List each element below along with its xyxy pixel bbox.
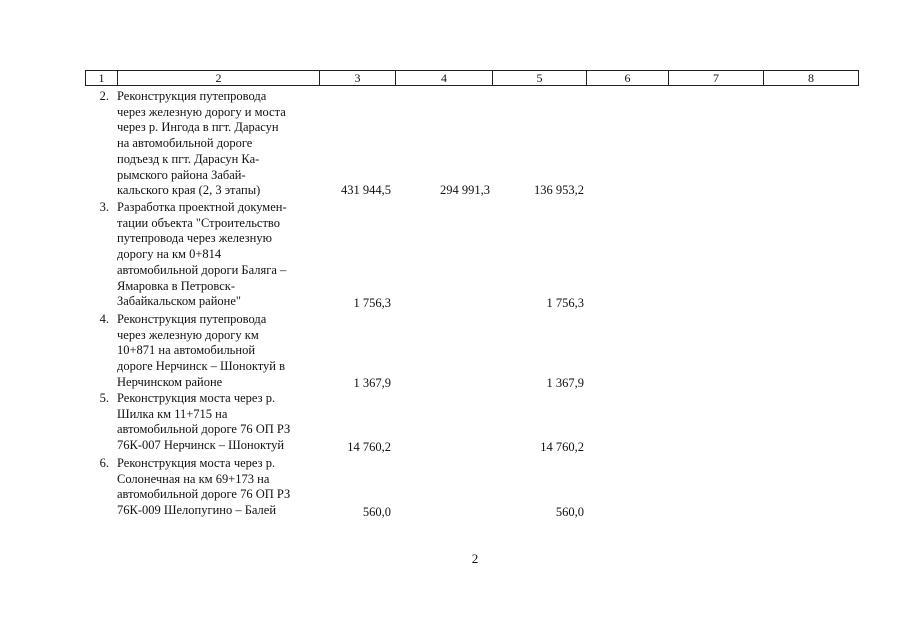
header-col-5: 5 (493, 71, 587, 86)
row-description: Реконструкция моста через р. Солонечная на км 69+173 на автомобильной дороге 76 ОП РЗ 76К-009 Шелопугино – Балей (117, 456, 291, 518)
row-number: 6. (99, 456, 109, 470)
value-col-3: 14 760,2 (347, 440, 391, 454)
header-col-4: 4 (396, 71, 493, 86)
header-row (86, 71, 859, 86)
header-col-3: 3 (320, 71, 396, 86)
value-col-3: 1 756,3 (353, 296, 391, 310)
header-col-7: 7 (669, 71, 764, 86)
value-col-5: 14 760,2 (540, 440, 584, 454)
header-col-2: 2 (118, 71, 320, 86)
row-description: Реконструкция моста через р. Шилка км 11+715 на автомобильной дороге 76 ОП РЗ 76К-007 Нерчинск – Шоноктуй (117, 391, 291, 453)
table-header (85, 70, 859, 86)
value-col-5: 1 367,9 (546, 376, 584, 390)
header-col-1: 1 (86, 71, 118, 86)
header-col-6: 6 (587, 71, 669, 86)
value-col-5: 560,0 (555, 505, 584, 519)
row-description: Разработка проектной докумен- тации объекта "Строительство путепровода через железную дорогу на км 0+814 автомобильной дороги Баляга – Ямаровка в Петровск- Забайкальском районе" (117, 200, 287, 309)
value-col-5: 136 953,2 (534, 183, 584, 197)
row-description: Реконструкция путепровода через железную дорогу и моста через р. Ингода в пгт. Дарасун на автомобильной дороге подъезд к пгт. Дарасун Ка- рымского района Забай- кальского края (2, 3 этапы) (117, 89, 286, 198)
value-col-3: 431 944,5 (341, 183, 391, 197)
row-number: 5. (99, 391, 109, 405)
row-number: 4. (99, 312, 109, 326)
row-number: 3. (99, 200, 109, 214)
row-description: Реконструкция путепровода через железную дорогу км 10+871 на автомобильной дороге Нерчинск – Шоноктуй в Нерчинском районе (117, 312, 286, 389)
value-col-5: 1 756,3 (546, 296, 584, 310)
value-col-4: 294 991,3 (440, 183, 490, 197)
value-col-3: 560,0 (362, 505, 391, 519)
page-number: 2 (471, 551, 479, 566)
header-col-8: 8 (764, 71, 859, 86)
value-col-3: 1 367,9 (353, 376, 391, 390)
row-number: 2. (99, 89, 109, 103)
